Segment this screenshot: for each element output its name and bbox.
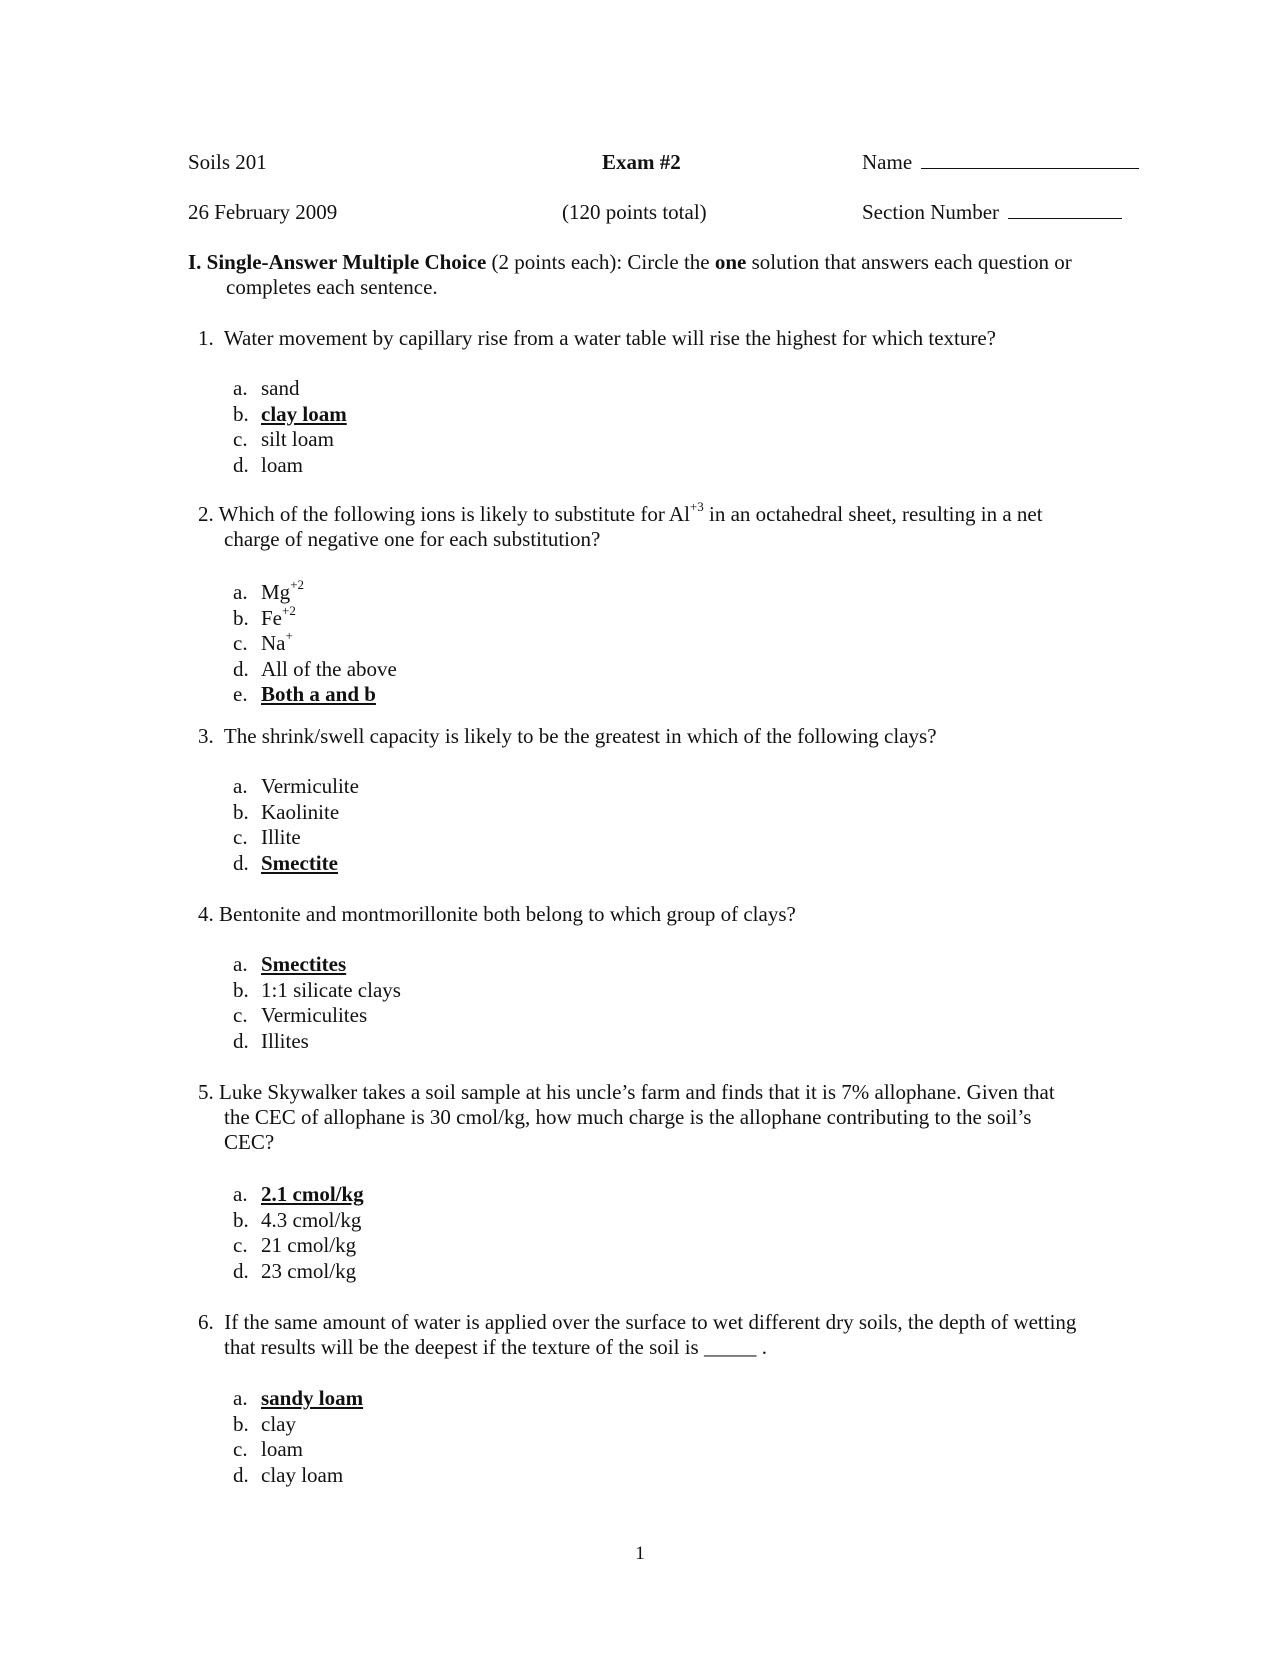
correct-answer: clay loam [261,401,347,426]
question-3-text: 3. The shrink/swell capacity is likely to be the greatest in which of the following clays? [198,724,937,748]
option-1b[interactable]: b. clay loam [233,401,347,426]
option-3c[interactable]: c. Illite [233,825,301,849]
section-instructions [188,250,1168,300]
option-2d[interactable]: d. All of the above [233,656,397,681]
section-blank [1008,200,1122,219]
option-1a[interactable]: a. sand [233,376,300,400]
option-5c[interactable]: c. 21 cmol/kg [233,1233,357,1257]
name-label: Name [862,150,913,174]
course-name: Soils 201 [188,150,267,174]
correct-answer: Smectite [261,850,338,875]
question-6-options [233,1386,833,1488]
question-2 [198,499,1168,552]
question-4-options [233,952,833,1054]
option-5a[interactable]: a. 2.1 cmol/kg [233,1182,364,1206]
question-2-options [233,577,833,708]
question-1-options [233,376,833,478]
question-6-text: 6. If the same amount of water is applied over the surface to wet different dry soils, the depth of wetting [198,1310,1077,1334]
option-6a[interactable]: a. sandy loam [233,1386,364,1410]
option-1c[interactable]: c. silt loam [233,427,334,451]
option-4c[interactable]: c. Vermiculites [233,1003,368,1027]
question-5-text: 5. Luke Skywalker takes a soil sample at his uncle’s farm and finds that it is 7% allophane. Given that [198,1080,1055,1104]
question-1-text: 1. Water movement by capillary rise from a water table will rise the highest for which texture? [198,326,996,350]
section-emphasis: one [714,250,747,274]
section-instruction-cont: completes each sentence. [226,275,438,299]
section-number-field [862,200,1122,225]
option-3d[interactable]: d. Smectite [233,850,338,875]
question-4-text: 4. Bentonite and montmorillonite both belong to which group of clays? [198,902,796,926]
question-2-text: 2. Which of the following ions is likely to substitute for $Al^{+3}$ in an octahedral sheet, resulting in a net [198,499,1043,526]
section-label: Section Number [862,200,1000,224]
question-4 [198,902,1168,927]
page-number: 1 [635,1543,645,1564]
option-4b[interactable]: b. 1:1 silicate clays [233,977,401,1002]
option-2a[interactable]: a. $Mg^{+2}$ [233,577,305,604]
option-5b[interactable]: b. 4.3 cmol/kg [233,1207,362,1232]
points-total: (120 points total) [562,200,707,224]
option-4d[interactable]: d. Illites [233,1028,309,1053]
option-1d[interactable]: d. loam [233,452,303,477]
option-2b[interactable]: b. $Fe^{+2}$ [233,602,296,630]
section-points-note: (2 points each): Circle the [486,250,715,274]
question-5-text-cont2: CEC? [224,1130,275,1154]
question-5-text-cont: the CEC of allophane is 30 cmol/kg, how much charge is the allophane contributing to the soil’s [224,1105,1032,1129]
correct-answer: 2.1 cmol/kg [261,1182,364,1206]
section-heading: I. Single-Answer Multiple Choice [188,250,487,274]
question-6 [198,1310,1168,1360]
option-6b[interactable]: b. clay [233,1411,296,1436]
option-2e[interactable]: e. Both a and b [233,682,376,706]
option-5d[interactable]: d. 23 cmol/kg [233,1258,357,1283]
question-3-options [233,774,833,876]
question-5-options [233,1182,833,1284]
option-2c[interactable]: c. Na+ [233,628,293,655]
name-field [862,150,1139,175]
question-1 [198,326,1168,351]
option-3b[interactable]: b. Kaolinite [233,799,340,824]
option-3a[interactable]: a. Vermiculite [233,774,359,798]
question-6-text-cont: that results will be the deepest if the texture of the soil is _____ . [224,1335,767,1359]
option-4a[interactable]: a. Smectites [233,952,347,976]
question-3 [198,724,1168,749]
question-2-text-cont: charge of negative one for each substitution? [224,527,601,551]
correct-answer: Both a and b [261,682,376,706]
correct-answer: sandy loam [261,1386,364,1410]
exam-title: Exam #2 [602,150,681,174]
exam-date: 26 February 2009 [188,200,338,224]
option-6c[interactable]: c. loam [233,1437,303,1461]
option-6d[interactable]: d. clay loam [233,1462,344,1487]
question-5 [198,1080,1168,1155]
section-instruction-rest: solution that answers each question or [746,250,1072,274]
name-blank [921,150,1139,169]
correct-answer: Smectites [261,952,347,976]
